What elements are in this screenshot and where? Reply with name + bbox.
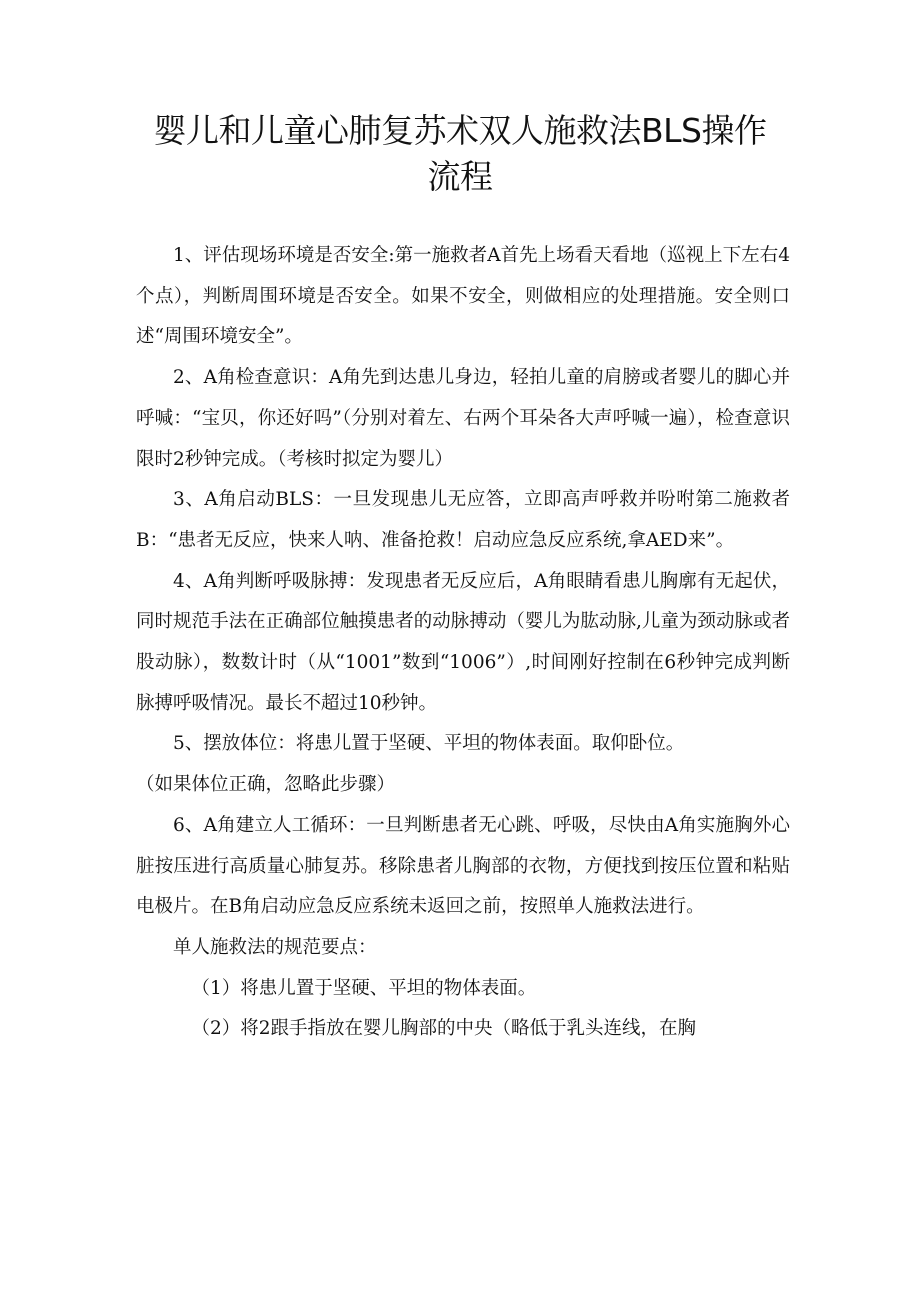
paragraph-step-2: 2、A角检查意识：A角先到达患儿身边，轻拍儿童的肩膀或者婴儿的脚心并呼喊：“宝贝，你还好吗”（分别对着左、右两个耳朵各大声呼喊一遍），检查意识限时2秒钟完成。（考核时拟定为婴儿）	[136, 367, 790, 470]
document-body	[136, 236, 790, 1050]
document-title	[120, 108, 800, 200]
paragraph-step-3: 3、A角启动BLS：一旦发现患儿无应答，立即高声呼救并吩咐第二施救者B：“患者无反应，快来人呐、准备抢救！启动应急反应系统,拿AED来”。	[136, 489, 790, 551]
title-line-1: 婴儿和儿童心肺复苏术双人施救法BLS操作	[153, 111, 767, 150]
paragraph-step-5: 5、摆放体位：将患儿置于坚硬、平坦的物体表面。取仰卧位。	[173, 733, 685, 755]
title-line-2: 流程	[427, 157, 493, 196]
point-1: （1）将患儿置于坚硬、平坦的物体表面。	[191, 977, 537, 999]
paragraph-step-4: 4、A角判断呼吸脉搏：发现患者无反应后，A角眼睛看患儿胸廓有无起伏，同时规范手法在正确部位触摸患者的动脉搏动（婴儿为肱动脉,儿童为颈动脉或者股动脉），数数计时（从“1001”数到“1006”）,时间刚好控制在6秒钟完成判断脉搏呼吸情况。最长不超过10秒钟。	[136, 570, 790, 714]
point-2: （2）将2跟手指放在婴儿胸部的中央（略低于乳头连线，在胸	[191, 1018, 697, 1040]
single-rescuer-heading: 单人施救法的规范要点：	[173, 936, 377, 958]
step-5-note: （如果体位正确，忽略此步骤）	[136, 774, 396, 796]
paragraph-step-6: 6、A角建立人工循环：一旦判断患者无心跳、呼吸，尽快由A角实施胸外心脏按压进行高质量心肺复苏。移除患者儿胸部的衣物，方便找到按压位置和粘贴电极片。在B角启动应急反应系统未返回之前，按照单人施救法进行。	[136, 814, 790, 918]
paragraph-step-1: 1、评估现场环境是否安全:第一施救者A首先上场看天看地（巡视上下左右4个点），判断周围环境是否安全。如果不安全，则做相应的处理措施。安全则口述“周围环境安全”。	[136, 245, 790, 348]
